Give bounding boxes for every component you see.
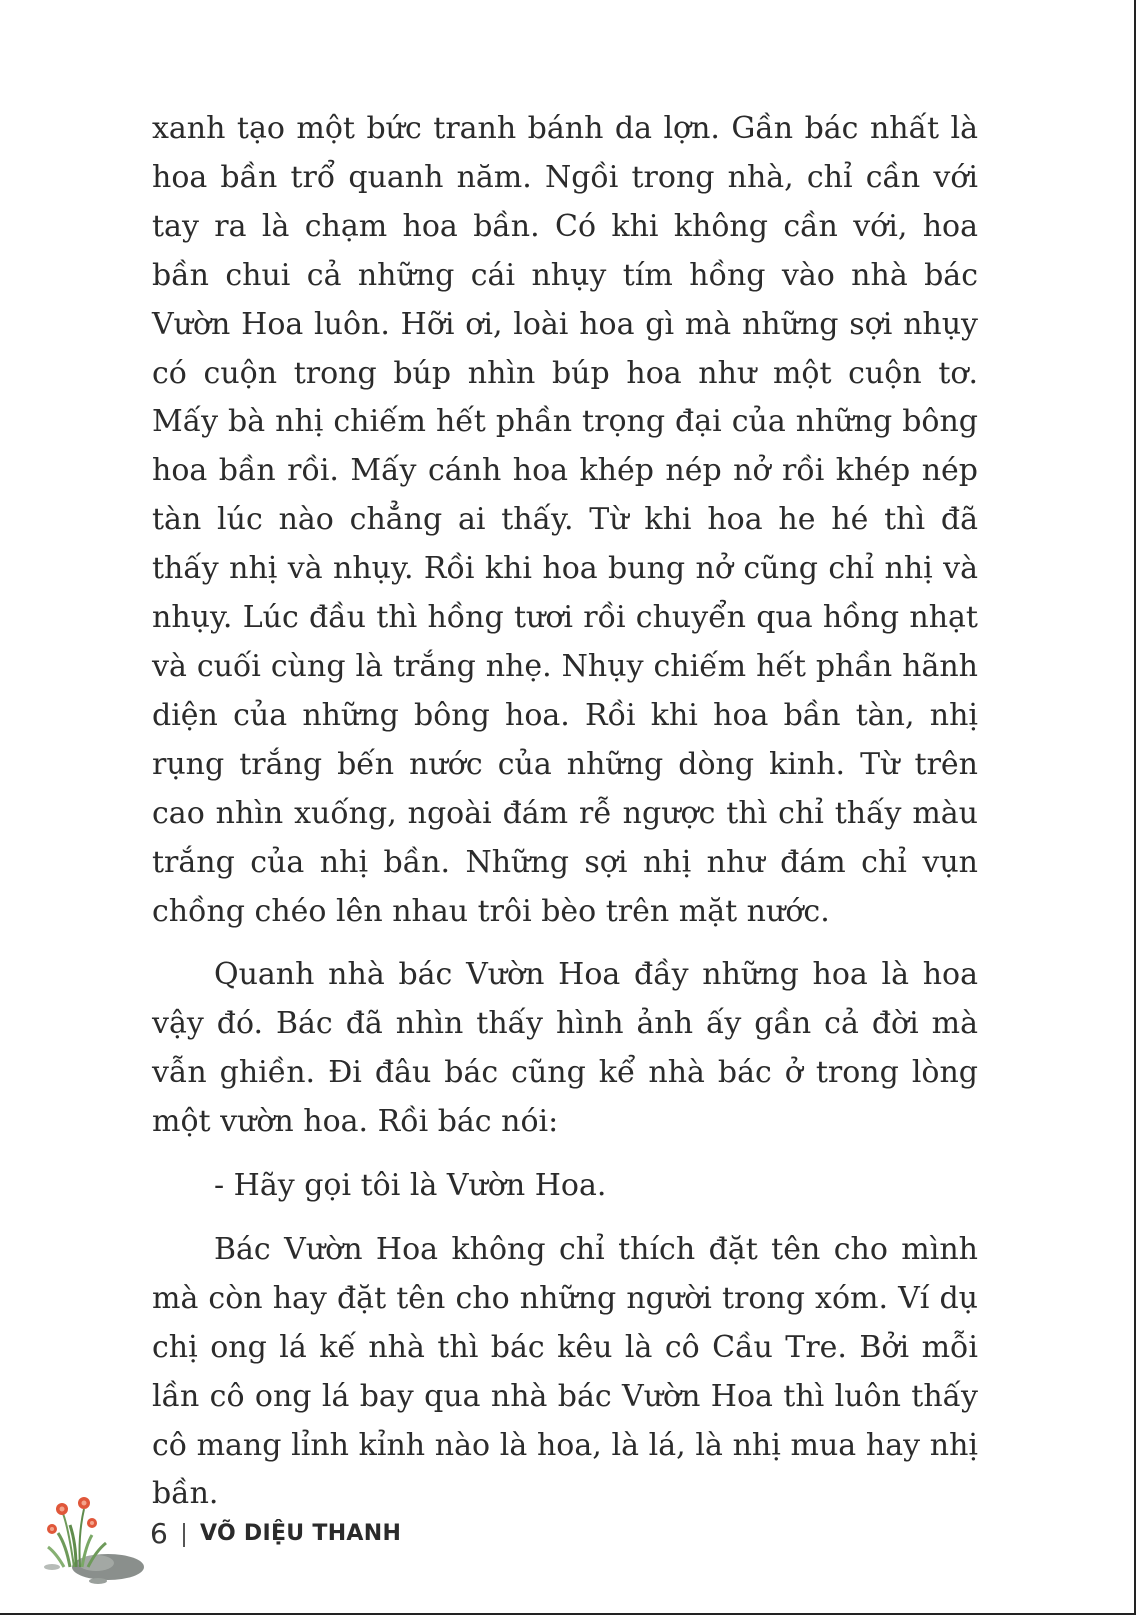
page-number: 6 (150, 1517, 168, 1550)
flower-illustration-icon (40, 1485, 150, 1585)
author-name: VÕ DIỆU THANH (200, 1521, 402, 1546)
footer-divider (183, 1523, 185, 1547)
paragraph-house-garden: Quanh nhà bác Vườn Hoa đầy những hoa là hoa vậy đó. Bác đã nhìn thấy hình ảnh ấy gần cả đời mà vẫn ghiền. Đi đâu bác cũng kể nhà bác ở trong lòng một vườn hoa. Rồi bác nói: (152, 957, 978, 1140)
paragraph-continuation: xanh tạo một bức tranh bánh da lợn. Gần bác nhất là hoa bần trổ quanh năm. Ngồi trong nhà, chỉ cần với tay ra là chạm hoa bần. Có khi không cần với, hoa bần chui cả những cái nhụy tím hồng vào nhà bác Vườn Hoa luôn. Hỡi ơi, loài hoa gì mà những sợi nhụy có cuộn trong búp nhìn búp hoa như một cuộn tơ. Mấy bà nhị chiếm hết phần trọng đại của những bông hoa bần rồi. Mấy cánh hoa khép nép nở rồi khép nép tàn lúc nào chẳng ai thấy. Từ khi hoa he hé thì đã thấy nhị và nhụy. Rồi khi hoa bung nở cũng chỉ nhị và nhụy. Lúc đầu thì hồng tươi rồi chuyển qua hồng nhạt và cuối cùng là trắng nhẹ. Nhụy chiếm hết phần hãnh diện của những bông hoa. Rồi khi hoa bần tàn, nhị rụng trắng bến nước của những dòng kinh. Từ trên cao nhìn xuống, ngoài đám rễ ngược thì chỉ thấy màu trắng của nhị bần. Những sợi nhị như đám chỉ vụn chồng chéo lên nhau trôi bèo trên mặt nước. (152, 111, 978, 929)
paragraph-nicknames: Bác Vườn Hoa không chỉ thích đặt tên cho mình mà còn hay đặt tên cho những người trong xóm. Ví dụ chị ong lá kế nhà thì bác kêu là cô Cầu Tre. Bởi mỗi lần cô ong lá bay qua nhà bác Vườn Hoa thì luôn thấy cô mang lỉnh kỉnh nào là hoa, là lá, là nhị mua hay nhị bần. (152, 1231, 978, 1512)
body-text (152, 105, 978, 1519)
dialogue-line: - Hãy gọi tôi là Vườn Hoa. (214, 1168, 607, 1204)
page-footer (0, 1465, 600, 1595)
